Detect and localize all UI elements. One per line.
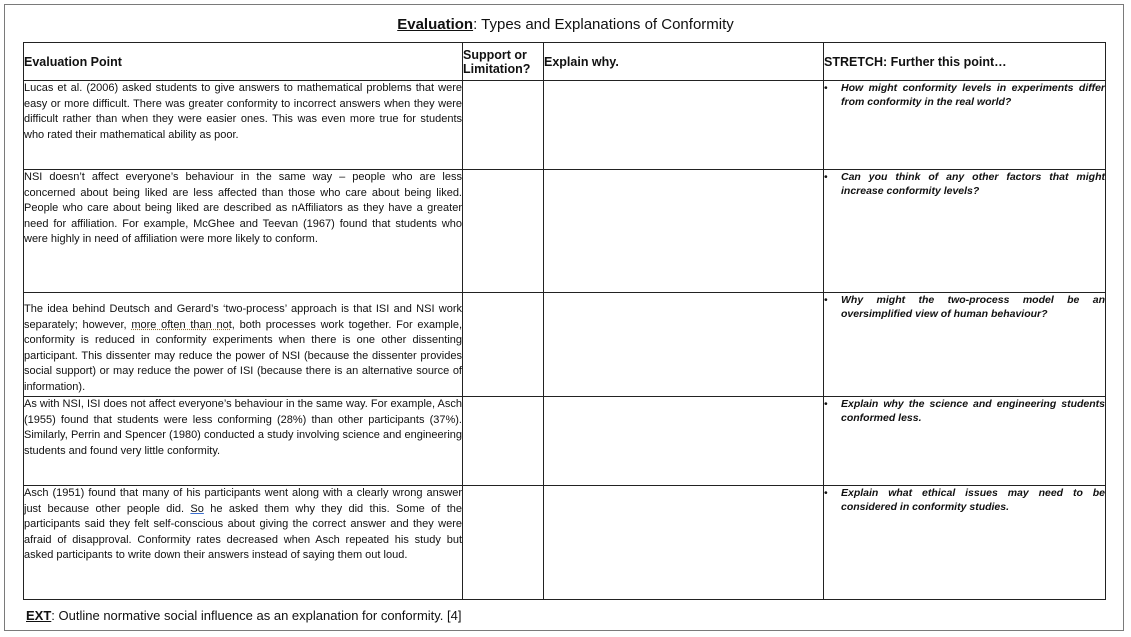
- stretch-bullet: [824, 293, 1105, 321]
- explain-cell[interactable]: [544, 293, 824, 397]
- bullet-icon: •: [824, 171, 828, 183]
- point-text-flagged: more often than not: [131, 318, 232, 331]
- point-text-c: , both processes work together. For example, conformity is reduced in conformity experiments when there is one other dissenting participant. This dissenter may reduce the power of NSI (because the dissenter provides social support) or may reduce the power of ISI (because there is an alternative source of information).: [24, 318, 462, 393]
- evaluation-point-cell: As with NSI, ISI does not affect everyone’s behaviour in the same way. For example, Asch (1955) found that students were less conforming (28%) than other participants (37%). Similarly, Perrin and Spencer (1980) conducted a study involving science and engineering students and found very little conformity.: [24, 397, 463, 486]
- support-limitation-cell[interactable]: [463, 81, 544, 170]
- header-evaluation-point: Evaluation Point: [24, 43, 463, 81]
- bullet-icon: •: [824, 294, 828, 306]
- title-strong: Evaluation: [397, 16, 474, 33]
- table-row: [24, 486, 1106, 600]
- stretch-cell: [824, 293, 1106, 397]
- support-limitation-cell[interactable]: [463, 170, 544, 293]
- explain-cell[interactable]: [544, 397, 824, 486]
- stretch-text: Can you think of any other factors that might increase conformity levels?: [841, 171, 1105, 197]
- stretch-text: Explain why the science and engineering students conformed less.: [841, 398, 1105, 424]
- support-limitation-cell[interactable]: [463, 293, 544, 397]
- table-row: [24, 170, 1106, 293]
- evaluation-point-cell: [24, 293, 463, 397]
- bullet-icon: •: [824, 487, 828, 499]
- stretch-text: Explain what ethical issues may need to be considered in conformity studies.: [841, 487, 1105, 513]
- header-row: [24, 43, 1106, 81]
- stretch-bullet: [824, 397, 1105, 425]
- bullet-icon: •: [824, 398, 828, 410]
- stretch-cell: [824, 397, 1106, 486]
- stretch-cell: [824, 81, 1106, 170]
- stretch-bullet: [824, 486, 1105, 514]
- evaluation-point-cell: Lucas et al. (2006) asked students to give answers to mathematical problems that were easy or more difficult. There was greater conformity to incorrect answers when they were difficult rather than when they were easier ones. This was even more true for students who rated their mathematical ability as poor.: [24, 81, 463, 170]
- stretch-text: Why might the two-process model be an oversimplified view of human behaviour?: [841, 294, 1105, 320]
- extension-task: [26, 608, 462, 623]
- worksheet-title: [0, 16, 1131, 33]
- ext-text: : Outline normative social influence as an explanation for conformity. [4]: [51, 608, 462, 623]
- stretch-text: How might conformity levels in experiments differ from conformity in the real world?: [841, 82, 1105, 108]
- support-limitation-cell[interactable]: [463, 397, 544, 486]
- stretch-bullet: [824, 81, 1105, 109]
- title-rest: : Types and Explanations of Conformity: [473, 16, 734, 33]
- header-explain: Explain why.: [544, 43, 824, 81]
- header-stretch: STRETCH: Further this point…: [824, 43, 1106, 81]
- explain-cell[interactable]: [544, 486, 824, 600]
- ext-label: EXT: [26, 608, 52, 623]
- table-row: [24, 81, 1106, 170]
- stretch-bullet: [824, 170, 1105, 198]
- explain-cell[interactable]: [544, 81, 824, 170]
- bullet-icon: •: [824, 82, 828, 94]
- point-text-a: The idea behind Deutsch and Gerard’s ‘two-process’ approach is that ISI and NSI work separately; however,: [24, 303, 462, 331]
- stretch-cell: [824, 170, 1106, 293]
- stretch-cell: [824, 486, 1106, 600]
- point-text-flagged: So: [190, 502, 204, 515]
- table-row: [24, 397, 1106, 486]
- table-row: [24, 293, 1106, 397]
- header-support-limitation: Support or Limitation?: [463, 43, 544, 81]
- point-text-a: Asch (1951) found that many of his participants went along with a clearly wrong answer just because other people did.: [24, 487, 462, 515]
- explain-cell[interactable]: [544, 170, 824, 293]
- point-text-c: he asked them why they did this. Some of the participants said they felt self-conscious about giving the correct answer and they were afraid of disapproval. Conformity rates decreased when Asch repeated his study but asked participants to write down their answers instead of saying them out loud.: [24, 502, 462, 561]
- support-limitation-cell[interactable]: [463, 486, 544, 600]
- evaluation-table: [23, 42, 1106, 600]
- evaluation-point-cell: [24, 486, 463, 600]
- evaluation-point-cell: NSI doesn’t affect everyone’s behaviour in the same way – people who are less concerned about being liked are less affected than those who care about being liked. People who care about being liked are described as nAffiliators as they have a greater need for affiliation. For example, McGhee and Teevan (1967) found that students who were highly in need of affiliation were more likely to conform.: [24, 170, 463, 293]
